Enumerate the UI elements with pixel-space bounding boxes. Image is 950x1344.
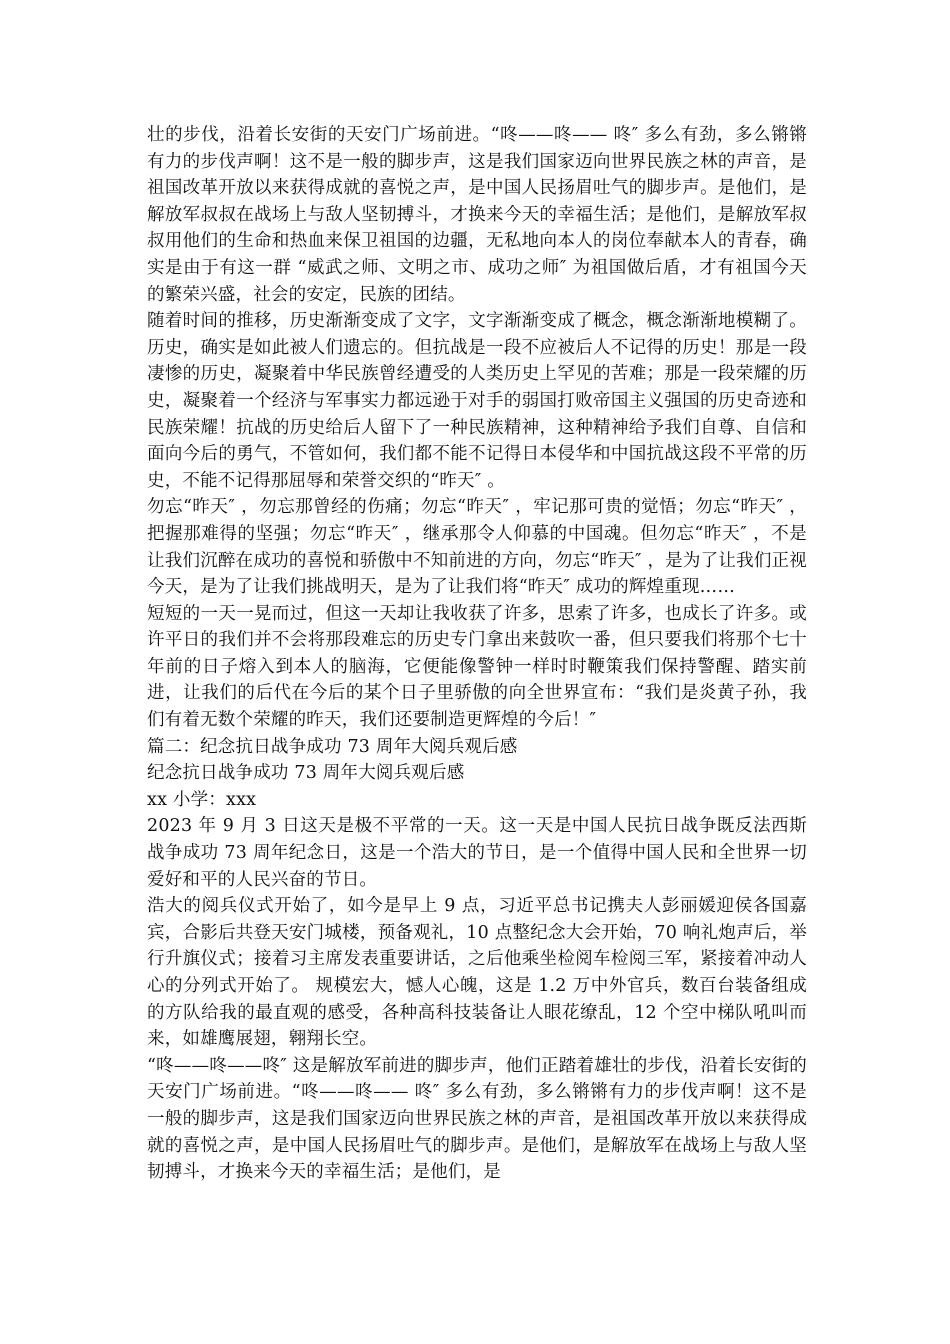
section-heading: 篇二：纪念抗日战争成功 73 周年大阅兵观后感 — [147, 736, 518, 757]
paragraph-parade-ceremony: 浩大的阅兵仪式开始了，如今是早上 9 点，习近平总书记携夫人彭丽媛迎侯各国嘉宾，合影后共登天安门城楼，预备观礼，10 点整纪念大会开始，70 响礼炮声后，举行升旗仪式；接着习主席发表重要讲话，之后他乘坐检阅车检阅三军，紧接着冲动人心的分列式开始了。 规模宏大，憾人心魄，这是 1.2 万中外官兵，数百台装备组成的方队给我的最直观的感受，各种高科技装备让人眼花缭乱，12 个空中梯队吼叫而来，如雄鹰展翅，翱翔长空。 — [147, 896, 807, 1050]
paragraph-footsteps: “咚——咚——咚″ 这是解放军前进的脚步声，他们正踏着雄壮的步伐，沿着长安街的天安门广场前进。“咚——咚—— 咚″ 多么有劲，多么锵锵有力的步伐声啊！这不是一般的脚步声，这是我们国家迈向世界民族之林的声音，是祖国改革开放以来获得成就的喜悦之声，是中国人民扬眉吐气的脚步声。是他们，是解放军在战场上与敌人坚韧搏斗，才换来今天的幸福生活；是他们，是 — [147, 1055, 807, 1183]
paragraph-reflection: 短短的一天一晃而过，但这一天却让我收获了许多，思索了许多，也成长了许多。或许平日的我们并不会将那段难忘的历史专门拿出来鼓吹一番，但只要我们将那个七十年前的日子熔入到本人的脑海，它便能像警钟一样时时鞭策我们保持警醒、踏实前进，让我们的后代在今后的某个日子里骄傲的向全世界宣布：“我们是炎黄子孙，我们有着无数个荣耀的昨天，我们还要制造更辉煌的今后！″ — [147, 603, 807, 731]
paragraph-date-intro: 2023 年 9 月 3 日这天是极不平常的一天。这一天是中国人民抗日战争既反法西斯战争成功 73 周年纪念日，这是一个浩大的节日，是一个值得中国人民和全世界一切爱好和平的人民兴奋的节日。 — [147, 816, 807, 890]
paragraph-soldiers-march: 壮的步伐，沿着长安街的天安门广场前进。“咚——咚—— 咚″ 多么有劲，多么锵锵有力的步伐声啊！这不是一般的脚步声，这是我们国家迈向世界民族之林的声音，是祖国改革开放以来获得成就的喜悦之声，是中国人民扬眉吐气的脚步声。是他们，是解放军叔叔在战场上与敌人坚韧搏斗，才换来今天的幸福生活；是他们，是解放军叔叔用他们的生命和热血来保卫祖国的边疆，无私地向本人的岗位奉献本人的青春，确实是由于有这一群 “威武之师、文明之市、成功之师″ 为祖国做后盾，才有祖国今天的繁荣兴盛，社会的安定，民族的团结。 — [147, 125, 807, 305]
document-page — [147, 122, 807, 1186]
essay-title: 纪念抗日战争成功 73 周年大阅兵观后感 — [147, 763, 465, 784]
paragraph-history-memory: 随着时间的推移，历史渐渐变成了文字，文字渐渐变成了概念，概念渐渐地模糊了。历史，确实是如此被人们遗忘的。但抗战是一段不应被后人不记得的历史！那是一段凄惨的历史，凝聚着中华民族曾经遭受的人类历史上罕见的苦难；那是一段荣耀的历史，凝聚着一个经济与军事实力都远逊于对手的弱国打败帝国主义强国的历史奇迹和民族荣耀！抗战的历史给后人留下了一种民族精神，这种精神给予我们自尊、自信和面向今后的勇气，不管如何，我们都不能不记得日本侵华和中国抗战这段不平常的历史，不能不记得那屈辱和荣誉交织的“昨天″ 。 — [147, 311, 807, 491]
paragraph-never-forget: 勿忘“昨天″ ，勿忘那曾经的伤痛；勿忘“昨天″ ，牢记那可贵的觉悟；勿忘“昨天″ ，把握那难得的坚强；勿忘“昨天″ ，继承那令人仰慕的中国魂。但勿忘“昨天″ ，不是让我们沉醉在成功的喜悦和骄傲中不知前进的方向，勿忘“昨天″ ，是为了让我们正视今天，是为了让我们挑战明天，是为了让我们将“昨天″ 成功的辉煌重现…… — [147, 497, 807, 598]
author-line: xx 小学：xxx — [147, 789, 257, 810]
